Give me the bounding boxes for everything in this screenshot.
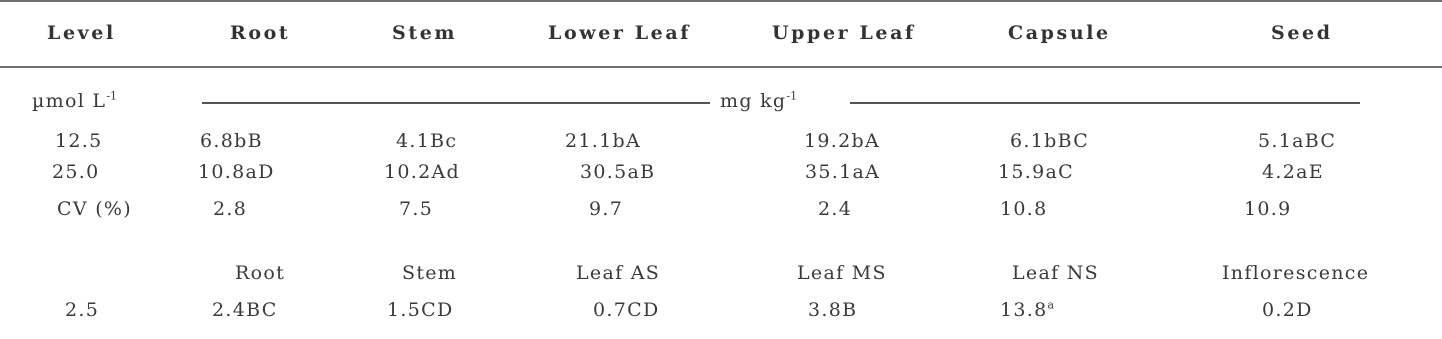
table-cell: 2.4 (818, 198, 853, 220)
table-cell: 13.8$^a$ (1000, 298, 1055, 321)
header-root: Root (230, 22, 291, 44)
table-cell: 9.7 (589, 198, 624, 220)
header-seed: Seed (1271, 22, 1333, 44)
table-cell: 10.2Ad (384, 161, 460, 183)
concentration-unit: mg $kg^{-1}$ (720, 89, 798, 112)
unit-line-right (850, 102, 1360, 104)
header-level: Level (47, 22, 116, 44)
unit-line-left (202, 102, 710, 104)
table-cell: 35.1aA (805, 161, 881, 183)
table-cell: 10.8 (1000, 198, 1048, 220)
table-cell: 4.2aE (1262, 161, 1324, 183)
subheader-leaf-ms: Leaf MS (797, 262, 887, 284)
table-cell: 19.2bA (804, 130, 880, 152)
top-rule (0, 0, 1442, 2)
table-cell: 6.8bB (200, 130, 263, 152)
table-cell: 10.8aD (198, 161, 275, 183)
subheader-inflorescence: Inflorescence (1222, 262, 1370, 284)
subheader-root: Root (235, 262, 286, 284)
table-cell: 30.5aB (580, 161, 656, 183)
table-cell: 12.5 (55, 130, 103, 152)
table-cell: 0.2D (1262, 299, 1313, 321)
level-unit: µmol $L^{-1}$ (32, 89, 118, 112)
table-cell: 2.4BC (212, 299, 278, 321)
table-cell: 4.1Bc (396, 130, 458, 152)
header-rule (0, 66, 1442, 68)
table-cell: 5.1aBC (1258, 130, 1337, 152)
header-lower-leaf: Lower Leaf (548, 22, 692, 44)
table-cell: 1.5CD (387, 299, 454, 321)
table-cell: CV (%) (57, 198, 132, 220)
table-cell: 3.8B (808, 299, 858, 321)
table-cell: 25.0 (52, 161, 100, 183)
table-cell: 10.9 (1244, 198, 1292, 220)
header-capsule: Capsule (1008, 22, 1111, 44)
table-cell: 0.7CD (593, 299, 660, 321)
header-stem: Stem (392, 22, 458, 44)
table-cell: 21.1bA (565, 130, 641, 152)
header-upper-leaf: Upper Leaf (772, 22, 916, 44)
table-cell: 15.9aC (998, 161, 1074, 183)
table-cell: 6.1bBC (1010, 130, 1090, 152)
subheader-leaf-ns: Leaf NS (1012, 262, 1100, 284)
subheader-stem: Stem (402, 262, 458, 284)
table-cell: 2.8 (213, 198, 248, 220)
subheader-leaf-as: Leaf AS (576, 262, 661, 284)
table-cell: 7.5 (399, 198, 434, 220)
table-cell: 2.5 (65, 299, 100, 321)
